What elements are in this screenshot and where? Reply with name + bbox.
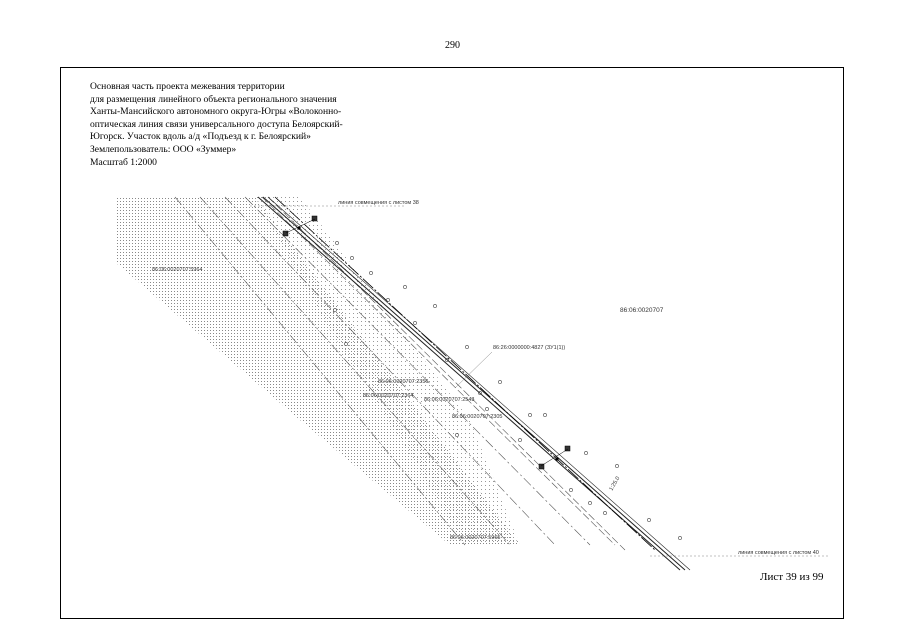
sheet-label: Лист 39 из 99 bbox=[760, 571, 824, 583]
parcel-label-2543: 86:06:0020707:2543 bbox=[424, 397, 475, 403]
title-line-1: Основная часть проекта межевания территории bbox=[90, 81, 285, 92]
parcel-label-5964: 86:06:0020707:5964 bbox=[152, 267, 203, 273]
parcel-label-20707: 86:06:0020707 bbox=[620, 307, 664, 314]
title-line-3: Ханты-Мансийского автономного округа-Югры «Волоконно- bbox=[90, 106, 342, 118]
title-line-5: Югорск. Участок вдоль а/д «Подъезд к г. Белоярский» bbox=[90, 131, 311, 143]
page-number: 290 bbox=[445, 40, 460, 51]
match-line-bottom-label: линия совмещения с листом 40 bbox=[738, 550, 819, 556]
match-line-bottom bbox=[650, 550, 830, 556]
match-line-top-label: линия совмещения с листом 38 bbox=[338, 200, 419, 206]
parcel-label-forest: 86:26:0000000:4827 (ЗУ1(1)) bbox=[493, 345, 566, 351]
title-line-4: оптическая линия связи универсального доступа Белоярский- bbox=[90, 118, 343, 130]
scale-line: Масштаб 1:2000 bbox=[90, 156, 157, 168]
land-user-line: Землепользователь: ООО «Зуммер» bbox=[90, 143, 237, 155]
parcel-label-5965: 86:06:0020707:5965 bbox=[450, 535, 501, 541]
parcel-label-2305: 86:06:0020707:2305 bbox=[452, 414, 503, 420]
parcel-label-2364: 86:06:0020707:2364 bbox=[363, 393, 414, 399]
parcel-label-2356: 86:06:0020707:2356 bbox=[378, 379, 429, 385]
title-line-2: для размещения линейного объекта регионального значения bbox=[90, 93, 337, 105]
map-annotation: 1:25.0 bbox=[608, 475, 622, 492]
